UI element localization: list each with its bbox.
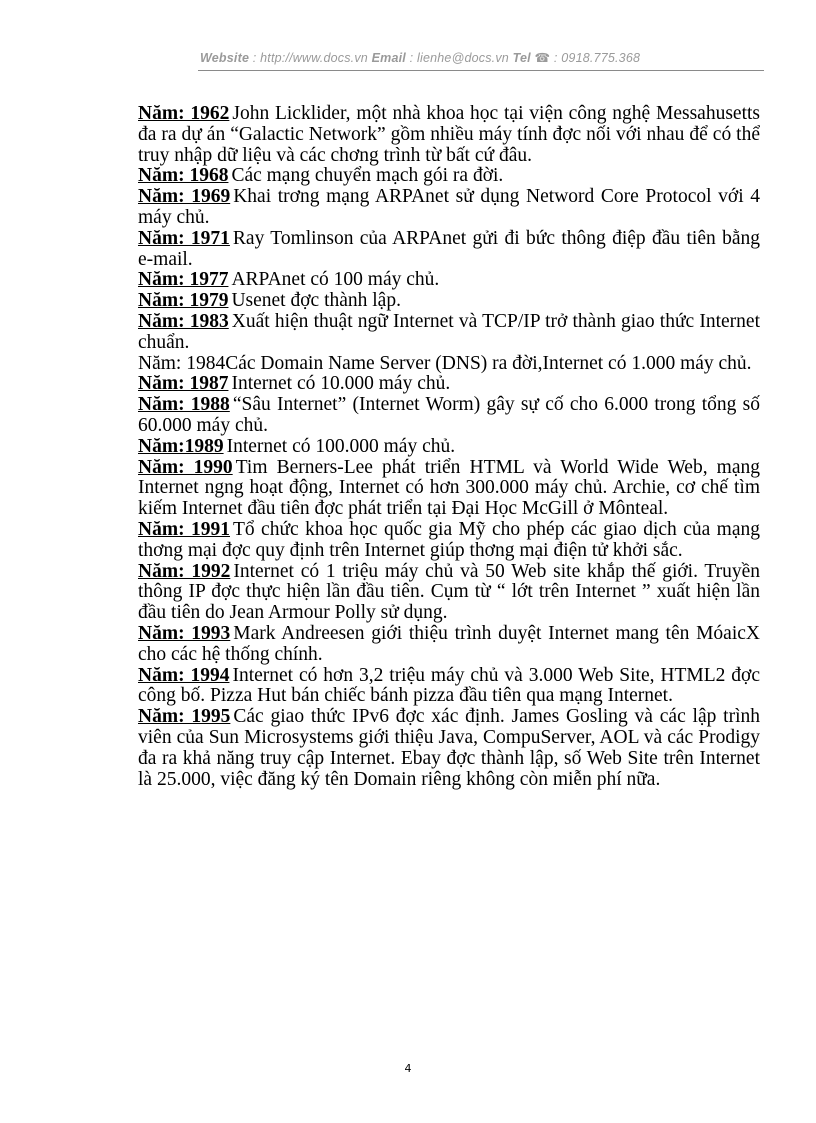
timeline-content <box>138 104 760 790</box>
entry-1993 <box>138 624 760 666</box>
entry-year: Năm: 1992 <box>138 560 231 582</box>
entry-text: ARPAnet có 100 máy chủ. <box>231 269 440 291</box>
entry-1995 <box>138 707 760 790</box>
entry-text: Tổ chức khoa học quốc gia Mỹ cho phép các giao dịch của mạng thơng mại đợc quy định trên Internet giúp thơng mại điện tử khởi sắc. <box>138 518 760 561</box>
email-label: Email <box>371 51 406 65</box>
entry-year: Năm:1989 <box>138 435 224 457</box>
entry-text: Usenet đợc thành lập. <box>231 290 401 312</box>
entry-text: “Sâu Internet” (Internet Worm) gây sự cố cho 6.000 trong tổng số 60.000 máy chủ. <box>138 394 760 436</box>
website-label: Website <box>200 51 250 65</box>
entry-text: Internet có hơn 3,2 triệu máy chủ và 3.000 Web Site, HTML2 đợc công bố. Pizza Hut bán chiếc bánh pizza đầu tiên qua mạng Internet. <box>138 664 760 707</box>
entry-1987 <box>138 374 760 395</box>
entry-text: Internet có 1 triệu máy chủ và 50 Web site khắp thế giới. Truyền thông IP đợc thực hiện lần đầu tiên. Cụm từ “ lớt trên Internet ” xuất hiện lần đầu tiên do Jean Armour Polly sử dụng. <box>138 560 760 624</box>
entry-year: Năm: 1968 <box>138 165 229 187</box>
entry-text: Xuất hiện thuật ngữ Internet và TCP/IP trở thành giao thức Internet chuẩn. <box>138 310 760 353</box>
entry-year: Năm: 1983 <box>138 310 229 332</box>
entry-1989 <box>138 437 760 458</box>
entry-text: Mark Andreesen giới thiệu trình duyệt Internet mang tên MóaicX cho các hệ thống chính. <box>138 622 760 665</box>
entry-year: Năm: 1994 <box>138 664 230 686</box>
entry-1988 <box>138 395 760 437</box>
entry-year: Năm: 1993 <box>138 622 231 644</box>
entry-year: Năm: 1990 <box>138 456 233 478</box>
entry-1994 <box>138 666 760 708</box>
entry-year: Năm: 1988 <box>138 394 230 416</box>
entry-1992 <box>138 562 760 624</box>
entry-text: Internet có 10.000 máy chủ. <box>231 373 451 395</box>
entry-year: Năm: 1995 <box>138 706 231 728</box>
entry-1983 <box>138 312 760 354</box>
entry-year: Năm: 1971 <box>138 227 230 249</box>
header-divider <box>198 70 764 71</box>
entry-1962 <box>138 104 760 166</box>
entry-year: Năm: 1987 <box>138 373 229 395</box>
entry-1977 <box>138 270 760 291</box>
entry-year: Năm: 1962 <box>138 103 230 124</box>
entry-1984 <box>138 354 760 375</box>
website-value: : http://www.docs.vn <box>249 51 372 65</box>
entry-text: Ray Tomlinson của ARPAnet gửi đi bức thông điệp đầu tiên bằng e-mail. <box>138 227 760 270</box>
entry-text: John Licklider, một nhà khoa học tại viện công nghệ Messahusetts đa ra dự án “Galactic Network” gồm nhiều máy tính đợc nối với nhau để có thể truy nhập dữ liệu và các chơng trình từ bất cứ đâu. <box>138 103 760 166</box>
entry-text: Các mạng chuyển mạch gói ra đời. <box>231 165 504 187</box>
email-value: : lienhe@docs.vn <box>405 51 513 65</box>
entry-1969 <box>138 187 760 229</box>
page-header <box>200 50 763 65</box>
entry-1991 <box>138 520 760 562</box>
entry-1990 <box>138 458 760 520</box>
entry-year: Năm: 1979 <box>138 290 229 312</box>
entry-text: Internet có 100.000 máy chủ. <box>226 435 456 457</box>
entry-text: Tim Berners-Lee phát triển HTML và World Wide Web, mạng Internet ngng hoạt động, Internet có hơn 300.000 máy chủ. Archie, cơ chế tìm kiếm Internet đầu tiên đợc phát triển tại Đại Học McGill ở Mônteal. <box>138 456 760 520</box>
page-number: 4 <box>404 1062 412 1075</box>
entry-year: Năm: 1969 <box>138 186 231 208</box>
entry-text: Khai trơng mạng ARPAnet sử dụng Netword Core Protocol với 4 máy chủ. <box>138 186 760 228</box>
entry-year: Năm: 1977 <box>138 269 229 291</box>
entry-1968 <box>138 166 760 187</box>
entry-year: Năm: 1991 <box>138 518 230 540</box>
tel-value: : 0918.775.368 <box>550 51 641 65</box>
entry-text: Các giao thức IPv6 đợc xác định. James Gosling và các lập trình viên của Sun Microsystems giới thiệu Java, CompuServer, AOL và các Prodigy đa ra khả năng truy cập Internet. Ebay đợc thành lập, số Web Site trên Internet là 25.000, việc đăng ký tên Domain riêng không còn miễn phí nữa. <box>138 706 760 790</box>
entry-1979 <box>138 291 760 312</box>
tel-label: Tel ☎ <box>512 51 551 65</box>
entry-1971 <box>138 229 760 271</box>
entry-text: Năm: 1984Các Domain Name Server (DNS) ra đời,Internet có 1.000 máy chủ. <box>138 352 752 374</box>
